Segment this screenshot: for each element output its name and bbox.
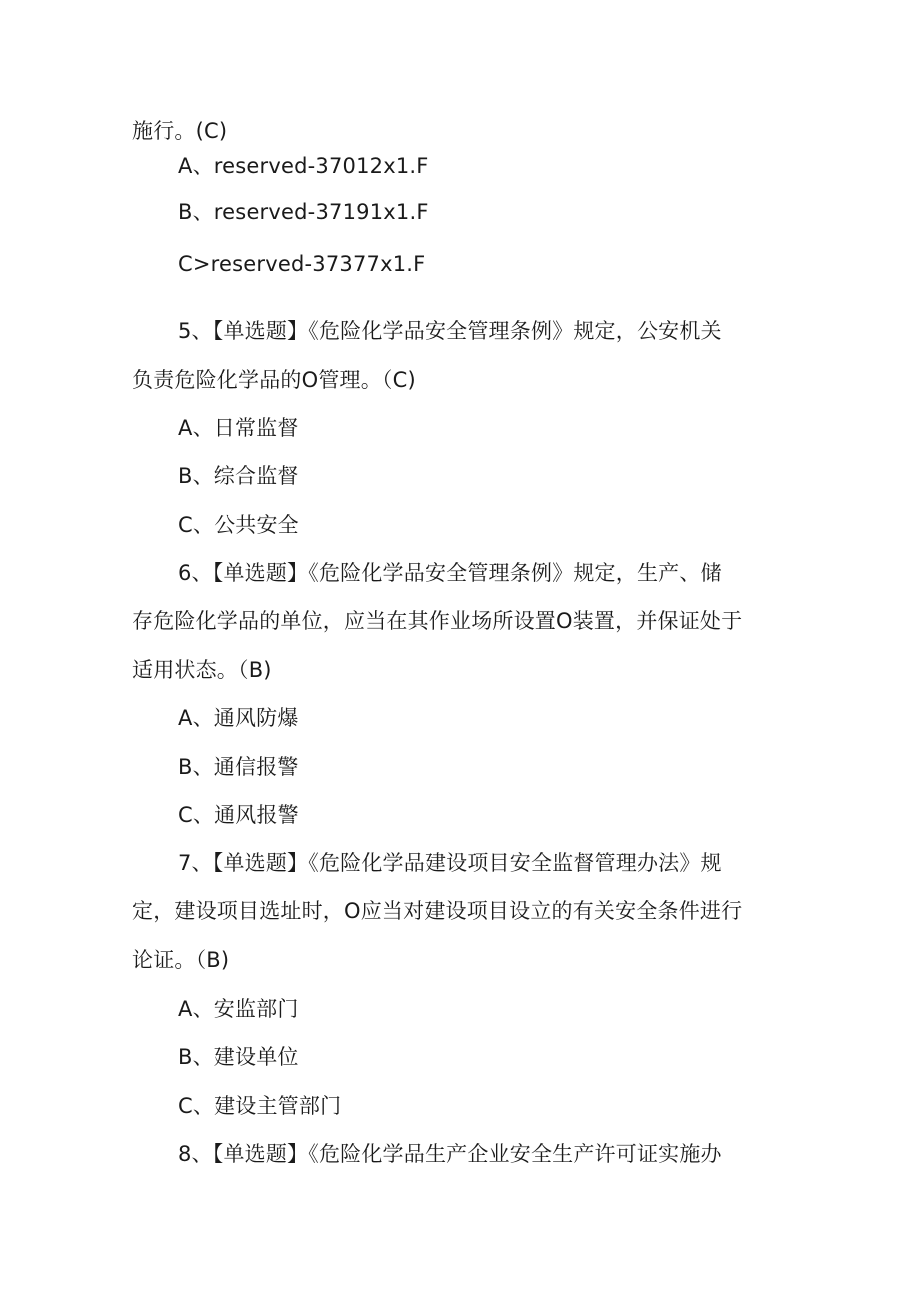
question-5-option-b: B、综合监督: [178, 464, 299, 488]
question-6-option-b: B、通信报警: [178, 755, 299, 779]
question-7-stem-line-3: 论证。（B): [132, 948, 230, 972]
question-5-stem-line-2: 负责危险化学品的O管理。（C): [132, 368, 416, 392]
question-4-option-c: C>reserved-37377x1.F: [178, 252, 426, 276]
question-6-option-c: C、通风报警: [178, 803, 299, 827]
question-6-stem-line-2: 存危险化学品的单位，应当在其作业场所设置O装置，并保证处于: [132, 609, 743, 633]
question-5-option-a: A、日常监督: [178, 416, 299, 440]
question-6-option-a: A、通风防爆: [178, 706, 299, 730]
question-7-option-c: C、建设主管部门: [178, 1094, 342, 1118]
question-4-option-a: A、reserved-37012x1.F: [178, 154, 429, 178]
question-6-stem-line-3: 适用状态。（B): [132, 658, 272, 682]
question-7-option-b: B、建设单位: [178, 1045, 299, 1069]
question-8-stem-line-1: 8、【单选题】《危险化学品生产企业安全生产许可证实施办: [178, 1142, 722, 1166]
question-7-stem-line-1: 7、【单选题】《危险化学品建设项目安全监督管理办法》规: [178, 851, 722, 875]
question-4-option-b: B、reserved-37191x1.F: [178, 200, 429, 224]
question-7-option-a: A、安监部门: [178, 997, 299, 1021]
question-4-stem-line-2: 施行。(C): [132, 119, 228, 143]
question-5-stem-line-1: 5、【单选题】《危险化学品安全管理条例》规定，公安机关: [178, 319, 722, 343]
question-7-stem-line-2: 定，建设项目选址时，O应当对建设项目设立的有关安全条件进行: [132, 899, 743, 923]
question-5-option-c: C、公共安全: [178, 513, 299, 537]
question-6-stem-line-1: 6、【单选题】《危险化学品安全管理条例》规定，生产、储: [178, 561, 722, 585]
